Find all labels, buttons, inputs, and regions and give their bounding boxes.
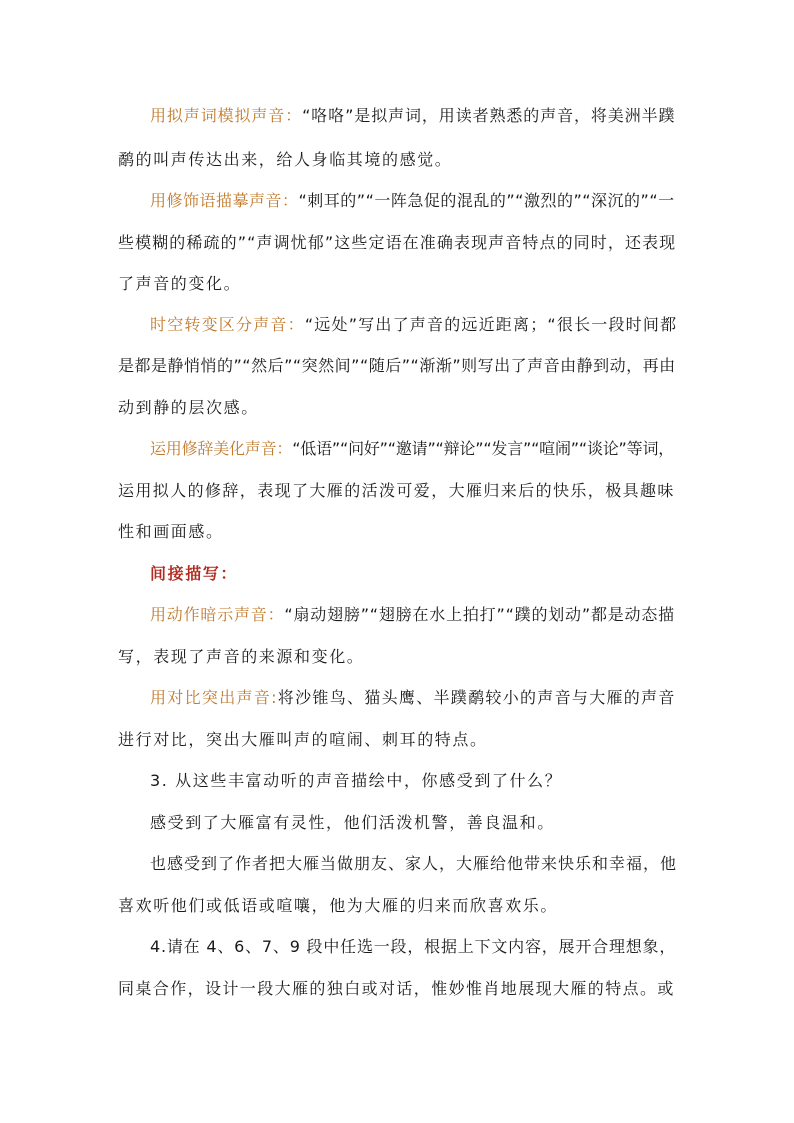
- paragraph-5-line-1: [150, 605, 675, 625]
- heading-contrast: 用对比突出声音:: [150, 688, 278, 707]
- answer-3-line-1: 感受到了大雁富有灵性，他们活泼机警，善良温和。: [150, 813, 555, 832]
- paragraph-5-line-2: 写，表现了声音的来源和变化。: [118, 647, 365, 666]
- paragraph-4-line-3: 性和画面感。: [118, 522, 224, 541]
- paragraph-2-line-2: 些模糊的稀疏的”“声调忧郁”这些定语在准确表现声音特点的同时，还表现: [118, 233, 677, 252]
- question-4-line-2: 同桌合作，设计一段大雁的独白或对话，惟妙惟肖地展现大雁的特点。或: [118, 979, 675, 998]
- paragraph-3-line-1: [150, 315, 677, 335]
- paragraph-2-line-1: [150, 191, 675, 211]
- paragraph-text: “扇动翅膀”“翅膀在水上拍打”“蹼的划动”都是动态描: [284, 605, 675, 624]
- section-heading-indirect: 间接描写：: [150, 564, 239, 583]
- paragraph-3-line-3: 动到静的层次感。: [118, 398, 259, 417]
- heading-modifiers: 用修饰语描摹声音：: [150, 191, 299, 210]
- heading-rhetoric: 运用修辞美化声音：: [150, 439, 293, 458]
- paragraph-6-line-2: 进行对比，突出大雁叫声的喧闹、刺耳的特点。: [118, 730, 488, 749]
- paragraph-3-line-2: 是都是静悄悄的”“然后”“突然间”“随后”“渐渐”则写出了声音由静到动，再由: [118, 356, 676, 375]
- question-3: 3. 从这些丰富动听的声音描绘中，你感受到了什么？: [150, 771, 563, 790]
- heading-onomatopoeia: 用拟声词模拟声音：: [150, 106, 303, 125]
- paragraph-4-line-2: 运用拟人的修辞，表现了大雁的活泼可爱，大雁归来后的快乐，极具趣味: [118, 481, 675, 500]
- paragraph-1-line-1: [150, 106, 675, 126]
- paragraph-text: “咯咯”是拟声词，用读者熟悉的声音，将美洲半蹼: [302, 106, 676, 125]
- heading-action: 用动作暗示声音：: [150, 605, 285, 624]
- question-4-line-1: 4.请在 4、6、7、9 段中任选一段，根据上下文内容，展开合理想象，: [150, 937, 677, 956]
- paragraph-text: “低语”“问好”“邀请”“辩论”“发言”“喧闹”“谈论”等词，: [292, 439, 675, 458]
- paragraph-2-line-3: 了声音的变化。: [118, 274, 242, 293]
- paragraph-text: “远处”写出了声音的远近距离；“很长一段时间都: [304, 315, 678, 334]
- heading-space-time: 时空转变区分声音：: [150, 315, 305, 334]
- paragraph-text: “刺耳的”“一阵急促的混乱的”“激烈的”“深沉的”“一: [298, 191, 675, 210]
- paragraph-4-line-1: [150, 439, 674, 459]
- answer-3-line-3: 喜欢听他们或低语或喧嚷，他为大雁的归来而欣喜欢乐。: [118, 896, 559, 915]
- answer-3-line-2: 也感受到了作者把大雁当做朋友、家人，大雁给他带来快乐和幸福，他: [150, 854, 678, 873]
- paragraph-1-line-2: 鹬的叫声传达出来，给人身临其境的感觉。: [118, 150, 453, 169]
- paragraph-6-line-1: [150, 688, 676, 708]
- paragraph-text: 将沙锥鸟、猫头鹰、半蹼鹬较小的声音与大雁的声音: [277, 688, 676, 707]
